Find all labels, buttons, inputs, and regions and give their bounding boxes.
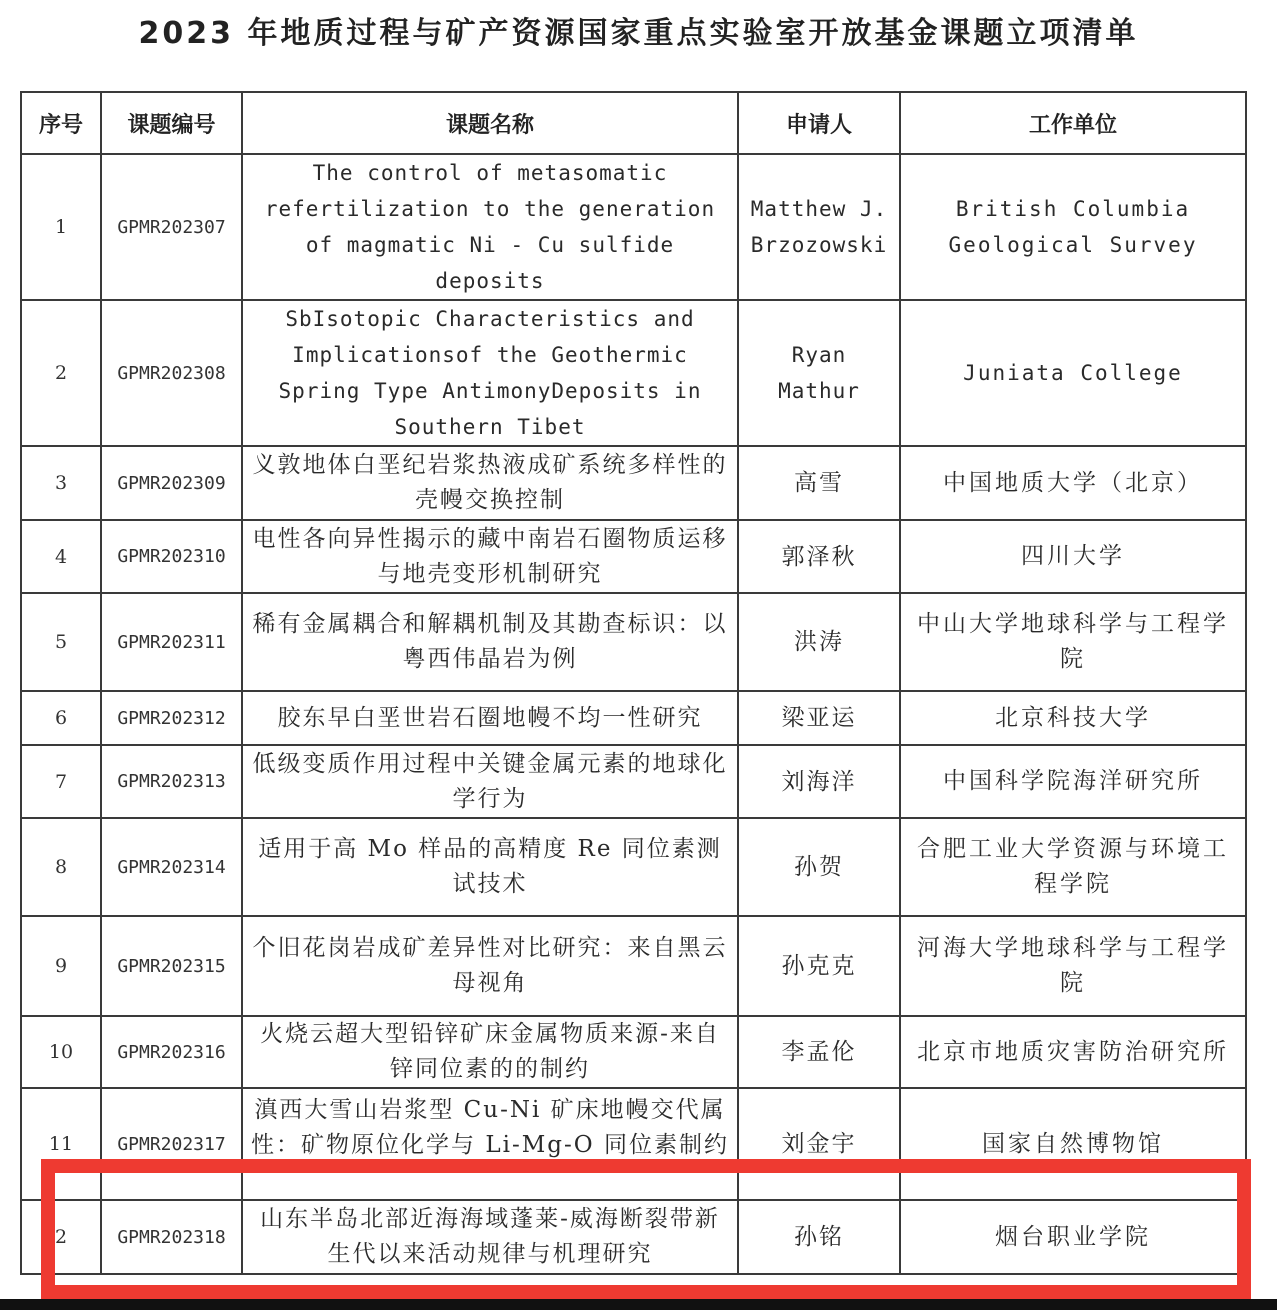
table-row (21, 745, 1246, 818)
table-row (21, 154, 1246, 300)
row-code: GPMR202307 (101, 154, 242, 300)
row-code: GPMR202315 (101, 916, 242, 1016)
row-code: GPMR202310 (101, 520, 242, 593)
row-index: 6 (21, 691, 101, 745)
table-row (21, 1016, 1246, 1088)
row-applicant: 高雪 (738, 446, 900, 520)
row-org: 中山大学地球科学与工程学院 (900, 593, 1246, 691)
row-title: 适用于高 Mo 样品的高精度 Re 同位素测试技术 (242, 818, 738, 916)
row-applicant: 郭泽秋 (738, 520, 900, 593)
row-title (242, 1088, 738, 1200)
page-title: 2023 年地质过程与矿产资源国家重点实验室开放基金课题立项清单 (138, 16, 1139, 51)
row-index: 9 (21, 916, 101, 1016)
row-index: 10 (21, 1016, 101, 1088)
row-org: 中国科学院海洋研究所 (900, 745, 1246, 818)
row-applicant: 刘金宇 (738, 1088, 900, 1200)
row-applicant: 刘海洋 (738, 745, 900, 818)
row-index: 1 (21, 154, 101, 300)
row-title: The control of metasomatic refertilization to the generation of magmatic Ni - Cu sulfide deposits (242, 154, 738, 300)
row-index: 8 (21, 818, 101, 916)
table-row (21, 520, 1246, 593)
row-code: GPMR202311 (101, 593, 242, 691)
row-code: GPMR202309 (101, 446, 242, 520)
header-applicant: 申请人 (738, 92, 900, 154)
row-org: Juniata College (900, 300, 1246, 446)
row-title: 山东半岛北部近海海域蓬莱-威海断裂带新生代以来活动规律与机理研究 (242, 1200, 738, 1274)
project-table (20, 91, 1247, 1275)
table-row (21, 691, 1246, 745)
row-code: GPMR202317 (101, 1088, 242, 1200)
row-title: 义敦地体白垩纪岩浆热液成矿系统多样性的壳幔交换控制 (242, 446, 738, 520)
row-org: 北京市地质灾害防治研究所 (900, 1016, 1246, 1088)
table-row (21, 593, 1246, 691)
row-code: GPMR202314 (101, 818, 242, 916)
row-title: 火烧云超大型铅锌矿床金属物质来源-来自锌同位素的的制约 (242, 1016, 738, 1088)
row-index: 5 (21, 593, 101, 691)
header-org: 工作单位 (900, 92, 1246, 154)
table-row (21, 818, 1246, 916)
table-row (21, 300, 1246, 446)
row-title: SbIsotopic Characteristics and Implicationsof the Geothermic Spring Type AntimonyDeposits in Southern Tibet (242, 300, 738, 446)
row-index: 2 (21, 300, 101, 446)
bottom-edge-bar (0, 1299, 1277, 1310)
row-org: 烟台职业学院 (900, 1200, 1246, 1274)
table-header-row (21, 92, 1246, 154)
row-title: 低级变质作用过程中关键金属元素的地球化学行为 (242, 745, 738, 818)
table-row (21, 446, 1246, 520)
table-row (21, 916, 1246, 1016)
row-org: 河海大学地球科学与工程学院 (900, 916, 1246, 1016)
row-code: GPMR202312 (101, 691, 242, 745)
row-code: GPMR202318 (101, 1200, 242, 1274)
row-org: 中国地质大学（北京） (900, 446, 1246, 520)
row-index: 3 (21, 446, 101, 520)
row-applicant: 李孟伦 (738, 1016, 900, 1088)
row-title: 电性各向异性揭示的藏中南岩石圈物质运移与地壳变形机制研究 (242, 520, 738, 593)
row-title-text: 滇西大雪山岩浆型 Cu-Ni 矿床地幔交代属性：矿物原位化学与 Li-Mg-O 同位素制约 (251, 1097, 729, 1158)
row-applicant: 梁亚运 (738, 691, 900, 745)
row-index: 11 (21, 1088, 101, 1200)
row-org: 四川大学 (900, 520, 1246, 593)
row-applicant: 孙贺 (738, 818, 900, 916)
row-org: 国家自然博物馆 (900, 1088, 1246, 1200)
row-title: 稀有金属耦合和解耦机制及其勘查标识：以粤西伟晶岩为例 (242, 593, 738, 691)
row-code: GPMR202316 (101, 1016, 242, 1088)
table-row (21, 1088, 1246, 1200)
row-index: 2 (21, 1200, 101, 1274)
row-index: 7 (21, 745, 101, 818)
row-org: 合肥工业大学资源与环境工程学院 (900, 818, 1246, 916)
row-org: 北京科技大学 (900, 691, 1246, 745)
row-applicant: 孙铭 (738, 1200, 900, 1274)
row-applicant: Ryan Mathur (738, 300, 900, 446)
header-index: 序号 (21, 92, 101, 154)
header-title: 课题名称 (242, 92, 738, 154)
row-applicant: 洪涛 (738, 593, 900, 691)
row-applicant: 孙克克 (738, 916, 900, 1016)
row-code: GPMR202308 (101, 300, 242, 446)
row-title: 个旧花岗岩成矿差异性对比研究：来自黑云母视角 (242, 916, 738, 1016)
row-org: British Columbia Geological Survey (900, 154, 1246, 300)
table-row (21, 1200, 1246, 1274)
row-index: 4 (21, 520, 101, 593)
row-title: 胶东早白垩世岩石圈地幔不均一性研究 (242, 691, 738, 745)
row-code: GPMR202313 (101, 745, 242, 818)
header-code: 课题编号 (101, 92, 242, 154)
row-applicant: Matthew J. Brzozowski (738, 154, 900, 300)
